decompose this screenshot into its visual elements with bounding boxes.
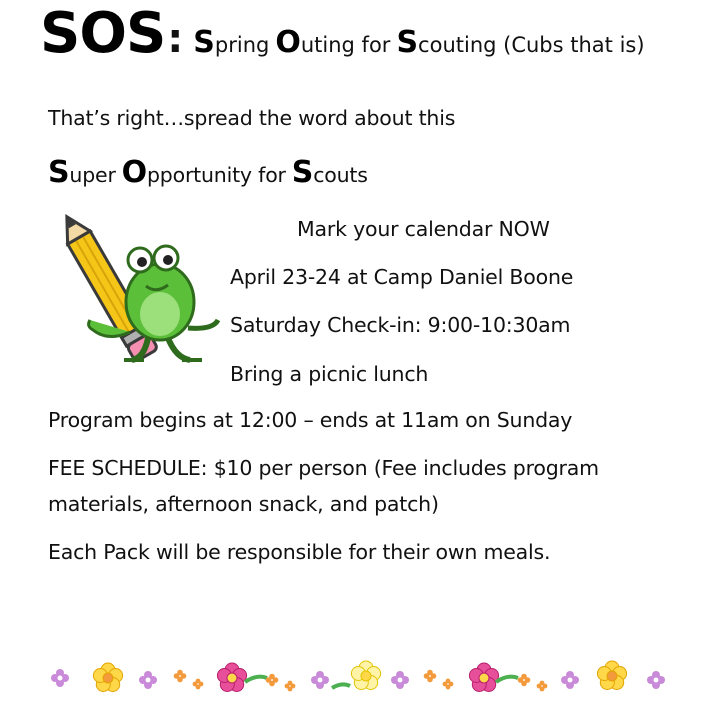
title-cap-2: O [275, 25, 301, 60]
mark-calendar: Mark your calendar NOW [297, 217, 550, 241]
title-word-2: uting for [300, 33, 391, 57]
subtitle-cap-3: S [291, 155, 314, 190]
program-times: Program begins at 12:00 – ends at 11am on Sunday [48, 408, 573, 432]
fee-line-2: materials, afternoon snack, and patch) [48, 492, 439, 516]
lunch-note: Bring a picnic lunch [230, 362, 429, 386]
title-word-1: pring [214, 33, 270, 57]
frog-with-pencil-icon [48, 210, 228, 370]
title-cap-1: S [193, 25, 215, 60]
title-expansion [193, 25, 645, 60]
subtitle-cap-1: S [48, 155, 70, 190]
flyer-title [40, 1, 645, 66]
subtitle-cap-2: O [121, 155, 147, 190]
subtitle-word-3: couts [313, 163, 368, 187]
title-word-3: couting (Cubs that is) [418, 33, 645, 57]
subtitle-word-1: uper [69, 163, 116, 187]
event-dates: April 23-24 at Camp Daniel Boone [230, 265, 574, 289]
intro-line: That’s right…spread the word about this [48, 106, 456, 130]
subtitle [48, 155, 368, 190]
checkin-time: Saturday Check-in: 9:00-10:30am [230, 313, 571, 337]
title-cap-3: S [396, 25, 419, 60]
flower-border-icon [40, 648, 690, 708]
title-acronym: SOS [40, 1, 166, 66]
subtitle-word-2: pportunity for [146, 163, 286, 187]
fee-line-1: FEE SCHEDULE: $10 per person (Fee includes program [48, 456, 599, 480]
meals-note: Each Pack will be responsible for their own meals. [48, 540, 551, 564]
title-colon: : [167, 16, 184, 62]
